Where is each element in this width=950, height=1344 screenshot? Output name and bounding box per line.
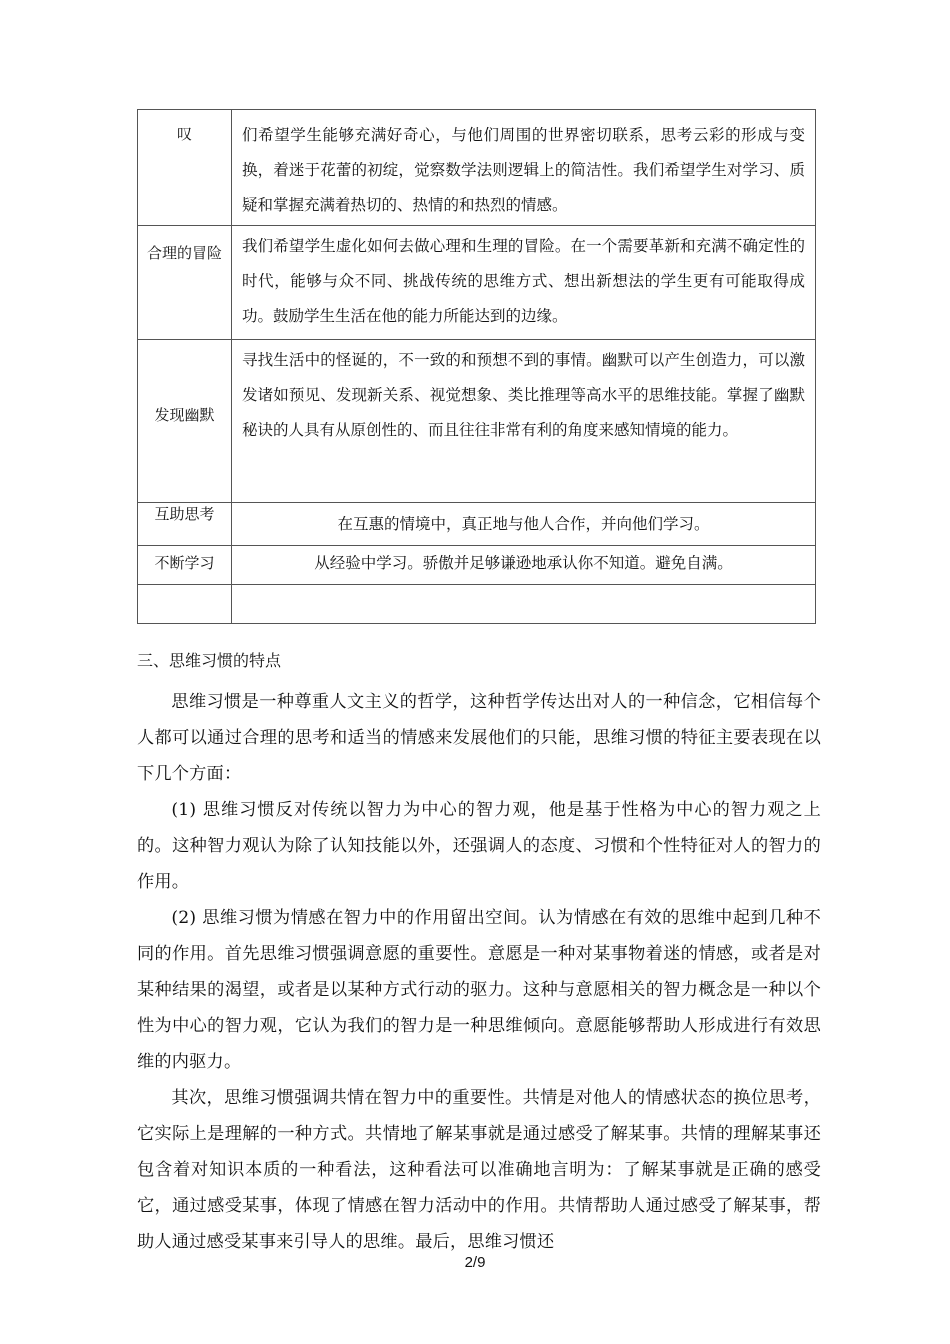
paragraph: 思维习惯是一种尊重人文主义的哲学，这种哲学传达出对人的一种信念，它相信每个人都可以通过合理的思考和适当的情感来发展他们的只能，思维习惯的特征主要表现在以下几个方面： bbox=[137, 692, 821, 784]
paragraph: (1) 思维习惯反对传统以智力为中心的智力观，他是基于性格为中心的智力观之上的。这种智力观认为除了认知技能以外，还强调人的态度、习惯和个性特征对人的智力的作用。 bbox=[137, 800, 821, 892]
habit-name: 发现幽默 bbox=[138, 340, 232, 503]
habit-description bbox=[232, 585, 816, 624]
habit-description: 们希望学生能够充满好奇心，与他们周围的世界密切联系，思考云彩的形成与变换，着迷于花蕾的初绽，觉察数学法则逻辑上的简洁性。我们希望学生对学习、质疑和掌握充满着热切的、热情的和热烈的情感。 bbox=[232, 110, 816, 226]
section-title: 三、思维习惯的特点 bbox=[137, 651, 282, 670]
table-row bbox=[138, 585, 816, 624]
habit-description: 从经验中学习。骄傲并足够谦逊地承认你不知道。避免自满。 bbox=[232, 546, 816, 585]
habit-name: 不断学习 bbox=[138, 546, 232, 585]
table-row bbox=[138, 340, 816, 503]
table-row bbox=[138, 226, 816, 340]
habit-description: 寻找生活中的怪诞的，不一致的和预想不到的事情。幽默可以产生创造力，可以激发诸如预见、发现新关系、视觉想象、类比推理等高水平的思维技能。掌握了幽默秘诀的人具有从原创性的、而且往往非常有利的角度来感知情境的能力。 bbox=[232, 340, 816, 503]
habit-name: 叹 bbox=[138, 110, 232, 226]
habit-description: 在互惠的情境中，真正地与他人合作，并向他们学习。 bbox=[232, 503, 816, 546]
habit-description: 我们希望学生虚化如何去做心理和生理的冒险。在一个需要革新和充满不确定性的时代，能够与众不同、挑战传统的思维方式、想出新想法的学生更有可能取得成功。鼓励学生生活在他的能力所能达到的边缘。 bbox=[232, 226, 816, 340]
habit-name: 互助思考 bbox=[138, 503, 232, 546]
paragraph: (2) 思维习惯为情感在智力中的作用留出空间。认为情感在有效的思维中起到几种不同的作用。首先思维习惯强调意愿的重要性。意愿是一种对某事物着迷的情感，或者是对某种结果的渴望，或者是以某种方式行动的驱力。这种与意愿相关的智力概念是一种以个性为中心的智力观，它认为我们的智力是一种思维倾向。意愿能够帮助人形成进行有效思维的内驱力。 bbox=[137, 908, 821, 1072]
habit-name: 合理的冒险 bbox=[138, 226, 232, 340]
page-number: 2/9 bbox=[464, 1254, 486, 1271]
body-text bbox=[137, 684, 821, 1260]
habits-table bbox=[137, 109, 816, 624]
habit-name bbox=[138, 585, 232, 624]
table-row bbox=[138, 110, 816, 226]
table-row bbox=[138, 503, 816, 546]
paragraph: 其次，思维习惯强调共情在智力中的重要性。共情是对他人的情感状态的换位思考，它实际上是理解的一种方式。共情地了解某事就是通过感受了解某事。共情的理解某事还包含着对知识本质的一种看法，这种看法可以准确地言明为：了解某事就是正确的感受它，通过感受某事，体现了情感在智力活动中的作用。共情帮助人通过感受了解某事，帮助人通过感受某事来引导人的思维。最后，思维习惯还 bbox=[137, 1088, 821, 1252]
table-row bbox=[138, 546, 816, 585]
